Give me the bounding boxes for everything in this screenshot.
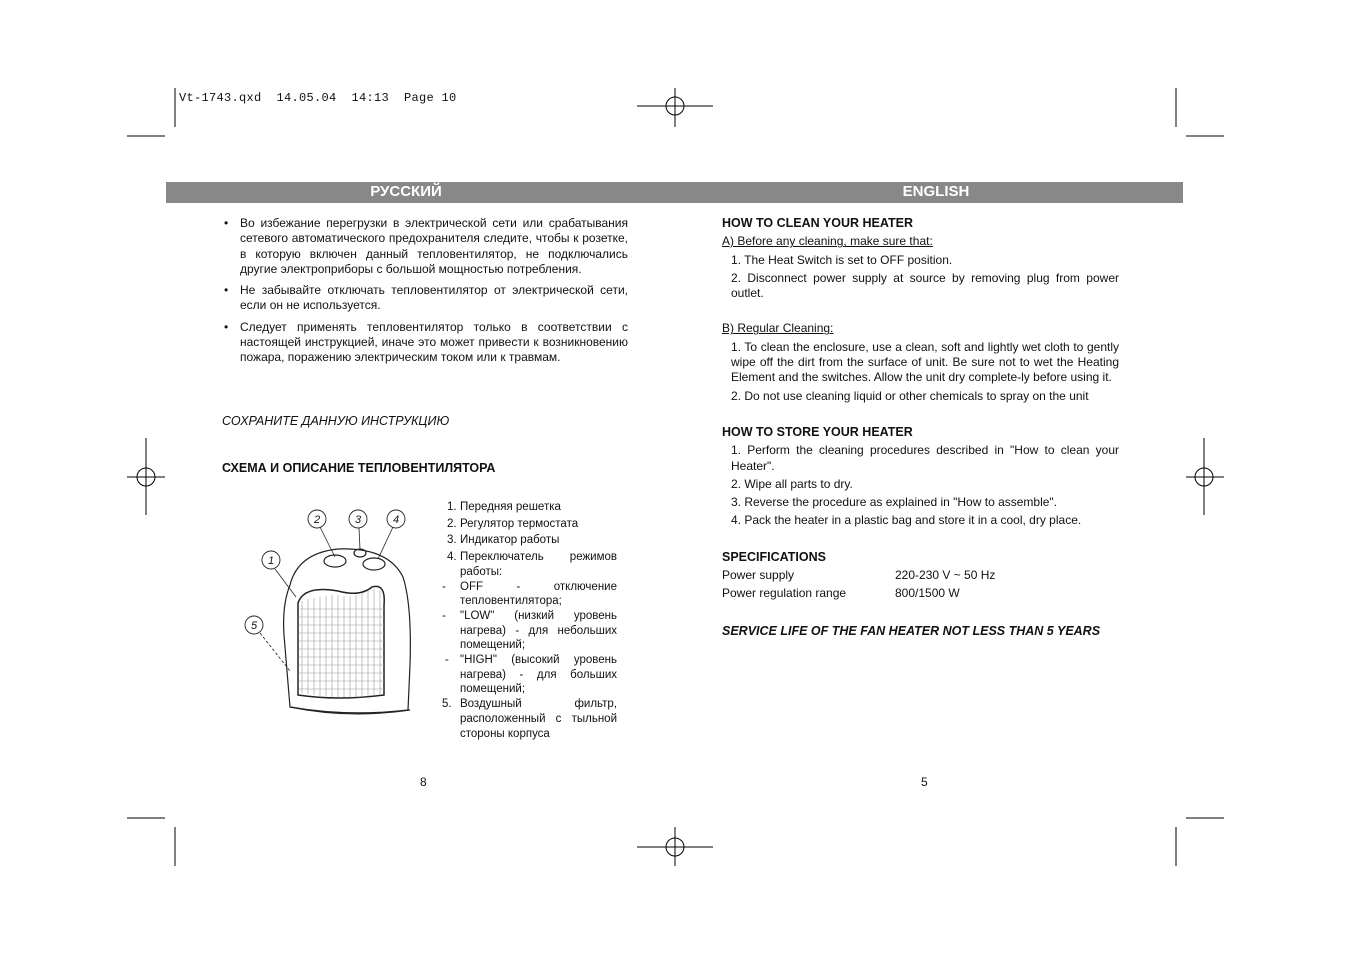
- clean-b-item: 2. Do not use cleaning liquid or other chemicals to spray on the unit: [731, 388, 1089, 403]
- spec-row: [722, 568, 1119, 586]
- store-item: 4. Pack the heater in a plastic bag and store it in a cool, dry place.: [731, 513, 1082, 528]
- page-number-right: 5: [921, 775, 928, 789]
- store-heading: HOW TO STORE YOUR HEATER: [722, 424, 913, 439]
- english-column: [722, 216, 1119, 639]
- diagram-heading: СХЕМА И ОПИСАНИЕ ТЕПЛОВЕНТИЛЯТОРА: [222, 461, 496, 475]
- section-header-bar: [166, 182, 1183, 203]
- spec-heading: SPECIFICATIONS: [722, 549, 826, 564]
- legend-item: - "LOW" (низкий уровень нагрева) - для небольших помещений;: [442, 609, 617, 652]
- legend-item: 3. Индикатор работы: [447, 534, 560, 547]
- callout-1: 1: [267, 555, 275, 567]
- clean-b-item: 1. To clean the enclosure, use a clean, soft and lightly wet cloth to gently wipe off the dirt from the surface of unit. Be sure not to wet the Heating Element and the switches. Allow the unit dry complete-ly before using it.: [731, 339, 1119, 385]
- header-english: ENGLISH: [902, 183, 970, 200]
- save-instructions-note: СОХРАНИТЕ ДАННУЮ ИНСТРУКЦИЮ: [222, 414, 450, 428]
- store-item: 3. Reverse the procedure as explained in "How to assemble".: [731, 495, 1058, 510]
- callout-3: 3: [354, 514, 362, 526]
- heater-diagram: [238, 505, 423, 720]
- header-russian: РУССКИЙ: [370, 183, 442, 200]
- callout-2: 2: [313, 514, 321, 526]
- legend-item: 4. Переключатель режимов работы:: [447, 551, 617, 578]
- spec-value: 220-230 V ~ 50 Hz: [895, 568, 996, 583]
- legend-item: 5. Воздушный фильтр, расположенный с тыльной стороны корпуса: [442, 698, 617, 740]
- clean-a-item: 2. Disconnect power supply at source by removing plug from power outlet.: [731, 270, 1119, 301]
- clean-a-item: 1. The Heat Switch is set to OFF position.: [731, 252, 953, 267]
- bullet-item: • Не забывайте отключать тепловентилятор от электрической сети, если он не используется.: [224, 283, 628, 313]
- service-life-note: SERVICE LIFE OF THE FAN HEATER NOT LESS THAN 5 YEARS: [722, 624, 1101, 639]
- store-item: 2. Wipe all parts to dry.: [731, 476, 853, 491]
- diagram-legend: [442, 500, 617, 741]
- store-item: 1. Perform the cleaning procedures described in "How to clean your Heater".: [731, 443, 1119, 473]
- callout-4: 4: [392, 514, 400, 526]
- spec-label: Power supply: [722, 568, 795, 583]
- russian-column: [222, 216, 628, 372]
- callout-5: 5: [250, 620, 258, 632]
- bullet-item: • Во избежание перегрузки в электрической сети или срабатывания сетевого автоматического предохранителя следите, чтобы к розетке, в которую включен данный тепловентилятор, не подключались другие электроприборы с большой мощностью потребления.: [224, 216, 628, 276]
- clean-heading: HOW TO CLEAN YOUR HEATER: [722, 216, 913, 230]
- legend-item: 1. Передняя решетка: [447, 501, 561, 513]
- page-number-left: 8: [420, 775, 427, 789]
- spec-value: 800/1500 W: [895, 586, 960, 601]
- legend-item: - "HIGH" (высокий уровень нагрева) - для больших помещений;: [445, 654, 617, 696]
- spec-row: [722, 586, 1119, 604]
- clean-a-title: A) Before any cleaning, make sure that:: [722, 234, 933, 249]
- spec-label: Power regulation range: [722, 586, 847, 601]
- bullet-item: • Следует применять тепловентилятор только в соответствии с настоящей инструкцией, иначе это может привести к возникновению пожара, поражению электрическим током или к травмам.: [224, 319, 628, 365]
- clean-b-title: B) Regular Cleaning:: [722, 321, 834, 336]
- legend-item: 2. Регулятор термостата: [447, 517, 579, 530]
- legend-item: - OFF - отключение тепловентилятора;: [442, 580, 617, 608]
- print-slug: Vt-1743.qxd 14.05.04 14:13 Page 10: [179, 91, 457, 105]
